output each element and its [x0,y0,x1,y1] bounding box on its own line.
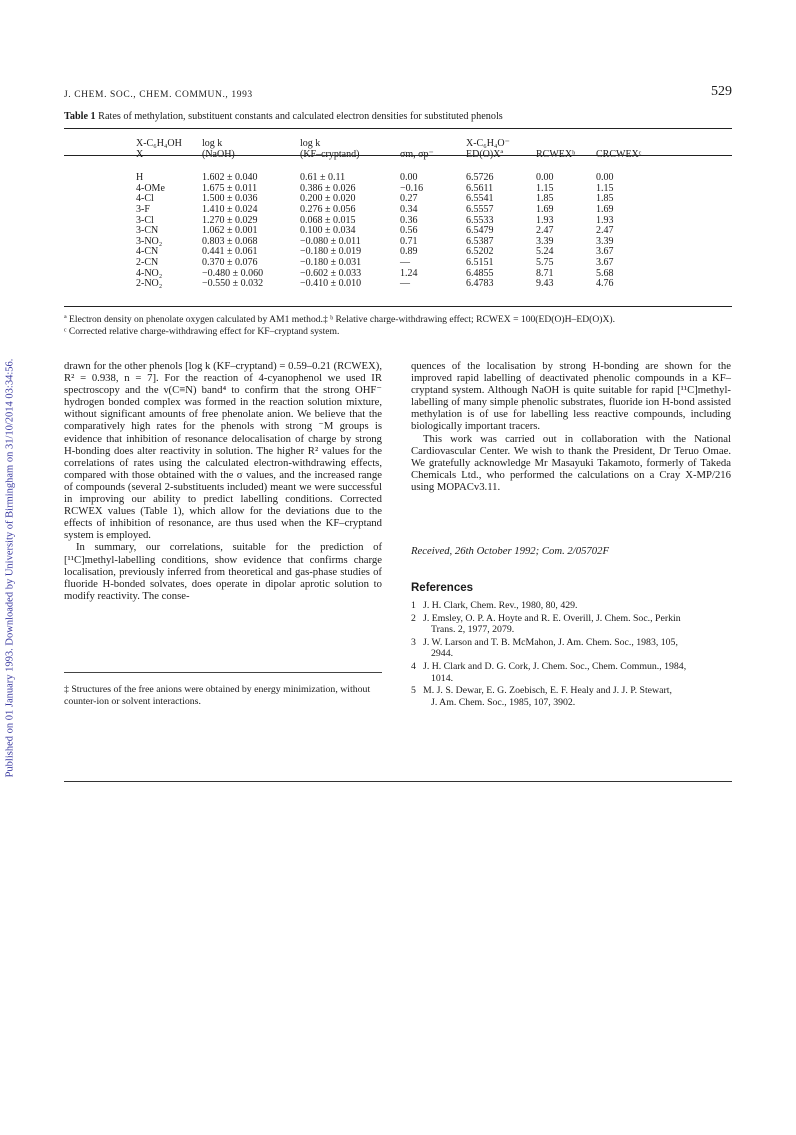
th-1-4: X-C₆H₄O⁻ [466,138,510,149]
table-cell: −0.080 ± 0.011 [300,235,361,247]
table-cell: 3-CN [136,225,159,237]
table-cell: 2-CN [136,256,159,268]
table-cell: 3-F [136,203,150,215]
table-row [136,205,656,216]
th-1-6 [596,139,656,150]
table-cell: −0.550 ± 0.032 [202,278,264,290]
table-cell: — [400,256,410,268]
table-cell: 0.61 ± 0.11 [300,172,346,184]
table-cell: 1.24 [400,267,418,279]
table-cell: 6.5557 [466,203,494,215]
table-cell: 1.270 ± 0.029 [202,214,258,226]
table-cell: 0.56 [400,225,418,237]
reference-item [411,600,731,612]
th-1-0: X-C₆H₄OH [136,138,182,149]
structure-footnote: ‡ Structures of the free anions were obtained by energy minimization, without counter-ion or solvent interactions. [64,684,371,707]
table-cell: 4-NO₂ [136,267,163,279]
table-cell: 6.5151 [466,256,494,268]
reference-item [411,637,731,660]
table-cell: −0.602 ± 0.033 [300,267,362,279]
reference-item [411,661,731,684]
table-cell: 0.00 [400,172,418,184]
table-footnote-c: ᶜ Corrected relative charge-withdrawing effect for KF–cryptand system. [64,326,340,337]
reference-number: 1 [411,600,416,611]
table-cell: 4.76 [596,278,614,290]
table-cell: 6.5479 [466,225,494,237]
table-cell: 1.93 [596,214,614,226]
table-caption-label: Table 1 [64,111,96,122]
reference-text: J. W. Larson and T. B. McMahon, J. Am. Chem. Soc., 1983, 105, [423,636,678,648]
left-column [64,360,382,602]
table-cell: 0.00 [536,172,554,184]
table-cell: 2-NO₂ [136,278,163,290]
table-cell: 9.43 [536,278,554,290]
journal-title: J. CHEM. SOC., CHEM. COMMUN., 1993 [64,90,253,100]
table-cell: 1.410 ± 0.024 [202,203,258,215]
th-2-5: RCWEXᵇ [536,148,576,160]
table-cell: −0.480 ± 0.060 [202,267,264,279]
table-cell: 0.36 [400,214,418,226]
table-header-rule [64,155,732,156]
page-bottom-rule [64,781,732,782]
table-row [136,279,656,290]
footnote-rule [64,672,382,673]
table-cell: 1.500 ± 0.036 [202,193,258,205]
table-cell: 1.69 [596,203,614,215]
table-cell: 0.34 [400,203,418,215]
page-number: 529 [711,84,732,99]
table-cell: 8.71 [536,267,554,279]
table-cell: 0.441 ± 0.061 [202,246,258,258]
th-2-4: ED(O)Xª [466,148,504,160]
reference-text: J. Emsley, O. P. A. Hoyte and R. E. Overill, J. Chem. Soc., Perkin [423,612,681,624]
reference-text: J. H. Clark, Chem. Rev., 1980, 80, 429. [423,600,578,611]
reference-text: J. H. Clark and D. G. Cork, J. Chem. Soc., Chem. Commun., 1984, [423,660,687,672]
table-cell: 0.00 [596,172,614,184]
reference-number: 5 [411,685,416,697]
table-row [136,258,656,269]
table-cell: −0.16 [400,182,424,194]
th-2-1: (NaOH) [202,148,235,160]
table-cell: 3.39 [536,235,554,247]
reference-text-continued: J. Am. Chem. Soc., 1985, 107, 3902. [431,696,576,708]
table-cell: 6.5202 [466,246,494,258]
th-2-3: σm, σp⁻ [400,148,434,160]
table-cell: 1.69 [536,203,554,215]
references-heading: References [411,582,474,594]
table-cell: 5.75 [536,256,554,268]
table-cell: 0.386 ± 0.026 [300,182,356,194]
table-cell: 3.39 [596,235,614,247]
table-cell: H [136,172,144,184]
th-2-6: CRCWEXᶜ [596,148,642,160]
reference-text-continued: 2944. [431,648,454,660]
table-cell: 1.675 ± 0.011 [202,182,258,194]
table-cell: 2.47 [536,225,554,237]
table-cell: 4-CN [136,246,159,258]
table-cell: 6.4783 [466,278,494,290]
table-bottom-rule [64,306,732,307]
page-header [64,84,732,104]
table-cell: 1.93 [536,214,554,226]
table-cell: 0.370 ± 0.076 [202,256,258,268]
reference-text-continued: Trans. 2, 1977, 2079. [431,624,515,636]
reference-text: M. J. S. Dewar, E. G. Zoebisch, E. F. Healy and J. J. P. Stewart, [423,685,672,697]
download-notice [0,0,20,1135]
download-notice-text: Published on 01 January 1993. Downloaded by University of Birmingham on 31/10/2014 03:34:56. [4,358,16,777]
table-cell: 1.85 [596,193,614,205]
table-cell: 1.062 ± 0.001 [202,225,258,237]
table-cell: 0.100 ± 0.034 [300,225,356,237]
table-cell: 6.5726 [466,172,494,184]
reference-item [411,613,731,636]
th-2-0: X [136,148,144,160]
th-1-3 [400,139,466,150]
table-cell: 1.602 ± 0.040 [202,172,258,184]
table-cell: 6.5533 [466,214,494,226]
table-cell: 0.27 [400,193,418,205]
table-cell: 4-OMe [136,182,165,194]
table-cell: 5.68 [596,267,614,279]
table-cell: 0.276 ± 0.056 [300,203,356,215]
th-1-2: log k [300,138,321,149]
right-paragraph-1: quences of the localisation by strong H-bonding are shown for the improved rapid labelling of deactivated phenolic compounds in a KF–cryptand system. Although NaOH is quite suitable for rapid [¹¹C]methyl-labelling of many simple phenolic substrates, fluoride ion H-bond assisted methylation is of use for labelling less reactive compounds, including biologically important tracers. [411,360,731,433]
th-1-1: log k [202,138,223,149]
table-cell: 0.89 [400,246,418,258]
table-cell: 1.15 [596,182,614,194]
received-line: Received, 26th October 1992; Com. 2/05702F [411,545,609,557]
table-cell: 5.24 [536,246,554,258]
table-cell: 0.71 [400,235,418,247]
data-table [136,139,656,290]
th-2-2: (KF–cryptand) [300,148,360,160]
table-cell: 1.85 [536,193,554,205]
table-cell: 0.068 ± 0.015 [300,214,356,226]
right-column [411,360,731,493]
table-cell: 0.803 ± 0.068 [202,235,258,247]
table-cell: −0.180 ± 0.019 [300,246,362,258]
table-header-row-1 [136,139,656,150]
table-cell: −0.410 ± 0.010 [300,278,362,290]
reference-text-continued: 1014. [431,672,454,684]
table-cell: 0.200 ± 0.020 [300,193,356,205]
table-caption-text: Rates of methylation, substituent constants and calculated electron densities for substituted phenols [95,111,503,122]
right-paragraph-2: This work was carried out in collaboration with the National Cardiovascular Center. We wish to thank the President, Dr Teruo Omae. We gratefully acknowledge Mr Masayuki Takamoto, formerly of Takeda Chemicals Ltd., who performed the calculations on a Cray X-MP/216 using MOPACv3.11. [411,432,731,493]
table-cell: 6.5611 [466,182,494,194]
reference-number: 2 [411,612,416,624]
table-cell: 6.4855 [466,267,494,279]
table-footnote-a: ª Electron density on phenolate oxygen calculated by AM1 method.‡ ᵇ Relative charge-withdrawing effect; RCWEX = 100(ED(O)H–ED(O)X). [64,314,615,325]
references-list [411,600,731,709]
reference-number: 4 [411,660,416,672]
table-top-rule [64,128,732,129]
table-cell: 4-Cl [136,193,154,205]
table-cell: 3.67 [596,246,614,258]
left-paragraph-1: drawn for the other phenols [log k (KF–cryptand) = 0.59–0.21 (RCWEX), R² = 0.938, n = 7]. For the reaction of 4-cyanophenol we used IR spectroscopy and the ν(C≡N) band⁴ to confirm that the strong OHF⁻ hydrogen bonded complex was formed in the reaction solution mixture, without significant amounts of free phenolate anion. We believe that the comparatively high rates for the phenols with strong ⁻M groups is evidence that inhibition of resonance delocalisation of charge by strong H-bonding does alter reactivity in solution. The higher R² values for the correlations of rates using the calculated electron-withdrawing effects, compared with those obtained with the σ values, and the increased range of compounds (several 2-substituents included) meant we were successful in improving our ability to predict labelling conditions. Corrected RCWEX values (Table 1), which allow for the deviations due to the effects of inhibition of resonance, are thus used when the KF–cryptand system is employed. [64,360,382,542]
table-cell: 2.47 [596,225,614,237]
table-cell: 3.67 [596,256,614,268]
table-caption [64,111,503,122]
table-cell: −0.180 ± 0.031 [300,256,362,268]
reference-number: 3 [411,636,416,648]
table-body [136,173,656,290]
th-1-5 [536,139,596,150]
table-cell: 1.15 [536,182,554,194]
left-paragraph-2: In summary, our correlations, suitable for the prediction of [¹¹C]methyl-labelling conditions, show evidence that confirms charge localisation, previously inferred from theoretical and gas-phase studies of fluoride H-bonded solvates, does operate in dipolar aprotic solution to modify reactivity. The conse- [64,541,382,602]
table-cell: 3-NO₂ [136,235,163,247]
table-cell: 6.5541 [466,193,494,205]
table-cell: — [400,278,410,290]
reference-item [411,685,731,708]
table-cell: 3-Cl [136,214,154,226]
table-cell: 6.5387 [466,235,494,247]
